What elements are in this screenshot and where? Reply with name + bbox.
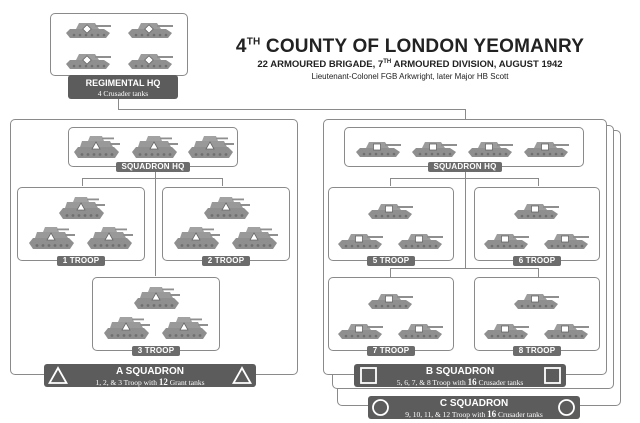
grant-tank-icon xyxy=(72,135,122,159)
page-subtitle: 22 ARMOURED BRIGADE, 7TH ARMOURED DIVISION, AUGUST 1942 xyxy=(257,59,563,71)
connector-line xyxy=(390,268,538,269)
crusader-tank-icon xyxy=(64,19,114,39)
connector-line xyxy=(538,268,539,277)
square-symbol-icon xyxy=(543,366,562,385)
crusader-tank-icon xyxy=(336,230,386,250)
page-title: 4TH COUNTY OF LONDON YEOMANRY xyxy=(235,36,585,57)
connector-line xyxy=(465,109,466,119)
regimental-hq-banner: REGIMENTAL HQ 4 Crusader tanks xyxy=(68,75,178,99)
grant-tank-icon xyxy=(130,135,180,159)
connector-line xyxy=(390,268,391,277)
square-symbol-icon xyxy=(359,366,378,385)
crusader-tank-icon xyxy=(482,320,532,340)
connector-line xyxy=(118,99,119,109)
triangle-symbol-icon xyxy=(232,366,252,385)
crusader-tank-icon xyxy=(64,50,114,70)
a-1-troop-label: 1 TROOP xyxy=(57,256,105,266)
crusader-tank-icon xyxy=(126,50,176,70)
grant-tank-icon xyxy=(102,316,152,340)
grant-tank-icon xyxy=(172,226,222,250)
crusader-tank-icon xyxy=(410,138,460,158)
connector-line xyxy=(390,178,391,186)
grant-tank-icon xyxy=(57,196,107,220)
connector-line xyxy=(118,109,465,110)
commander-line: Lieutenant-Colonel FGB Arkwright, later Major HB Scott xyxy=(311,72,509,81)
crusader-tank-icon xyxy=(336,320,386,340)
crusader-tank-icon xyxy=(366,290,416,310)
b-7-troop-label: 7 TROOP xyxy=(367,346,415,356)
crusader-tank-icon xyxy=(512,200,562,220)
crusader-tank-icon xyxy=(482,230,532,250)
grant-tank-icon xyxy=(132,286,182,310)
a-squadron-hq-label: SQUADRON HQ xyxy=(116,162,190,172)
connector-line xyxy=(82,178,222,179)
crusader-tank-icon xyxy=(126,19,176,39)
circle-symbol-icon xyxy=(371,398,390,417)
connector-line xyxy=(222,178,223,186)
b-8-troop-label: 8 TROOP xyxy=(513,346,561,356)
crusader-tank-icon xyxy=(542,230,592,250)
crusader-tank-icon xyxy=(466,138,516,158)
connector-line xyxy=(390,178,538,179)
grant-tank-icon xyxy=(27,226,77,250)
a-2-troop-label: 2 TROOP xyxy=(202,256,250,266)
b-6-troop-label: 6 TROOP xyxy=(513,256,561,266)
grant-tank-icon xyxy=(160,316,210,340)
grant-tank-icon xyxy=(202,196,252,220)
b-squadron-hq-label: SQUADRON HQ xyxy=(428,162,502,172)
crusader-tank-icon xyxy=(396,320,446,340)
crusader-tank-icon xyxy=(396,230,446,250)
grant-tank-icon xyxy=(85,226,135,250)
crusader-tank-icon xyxy=(542,320,592,340)
c-squadron-banner: C SQUADRON 9, 10, 11, & 12 Troop with 16 Crusader tanks xyxy=(368,396,580,419)
circle-symbol-icon xyxy=(557,398,576,417)
connector-line xyxy=(465,172,466,268)
connector-line xyxy=(155,172,156,276)
b-squadron-banner: B SQUADRON 5, 6, 7, & 8 Troop with 16 Crusader tanks xyxy=(354,364,566,387)
grant-tank-icon xyxy=(230,226,280,250)
a-squadron-banner: A SQUADRON 1, 2, & 3 Troop with 12 Grant tanks xyxy=(44,364,256,387)
a-3-troop-label: 3 TROOP xyxy=(132,346,180,356)
triangle-symbol-icon xyxy=(48,366,68,385)
b-5-troop-label: 5 TROOP xyxy=(367,256,415,266)
crusader-tank-icon xyxy=(522,138,572,158)
connector-line xyxy=(538,178,539,186)
grant-tank-icon xyxy=(186,135,236,159)
crusader-tank-icon xyxy=(512,290,562,310)
crusader-tank-icon xyxy=(354,138,404,158)
connector-line xyxy=(82,178,83,186)
crusader-tank-icon xyxy=(366,200,416,220)
